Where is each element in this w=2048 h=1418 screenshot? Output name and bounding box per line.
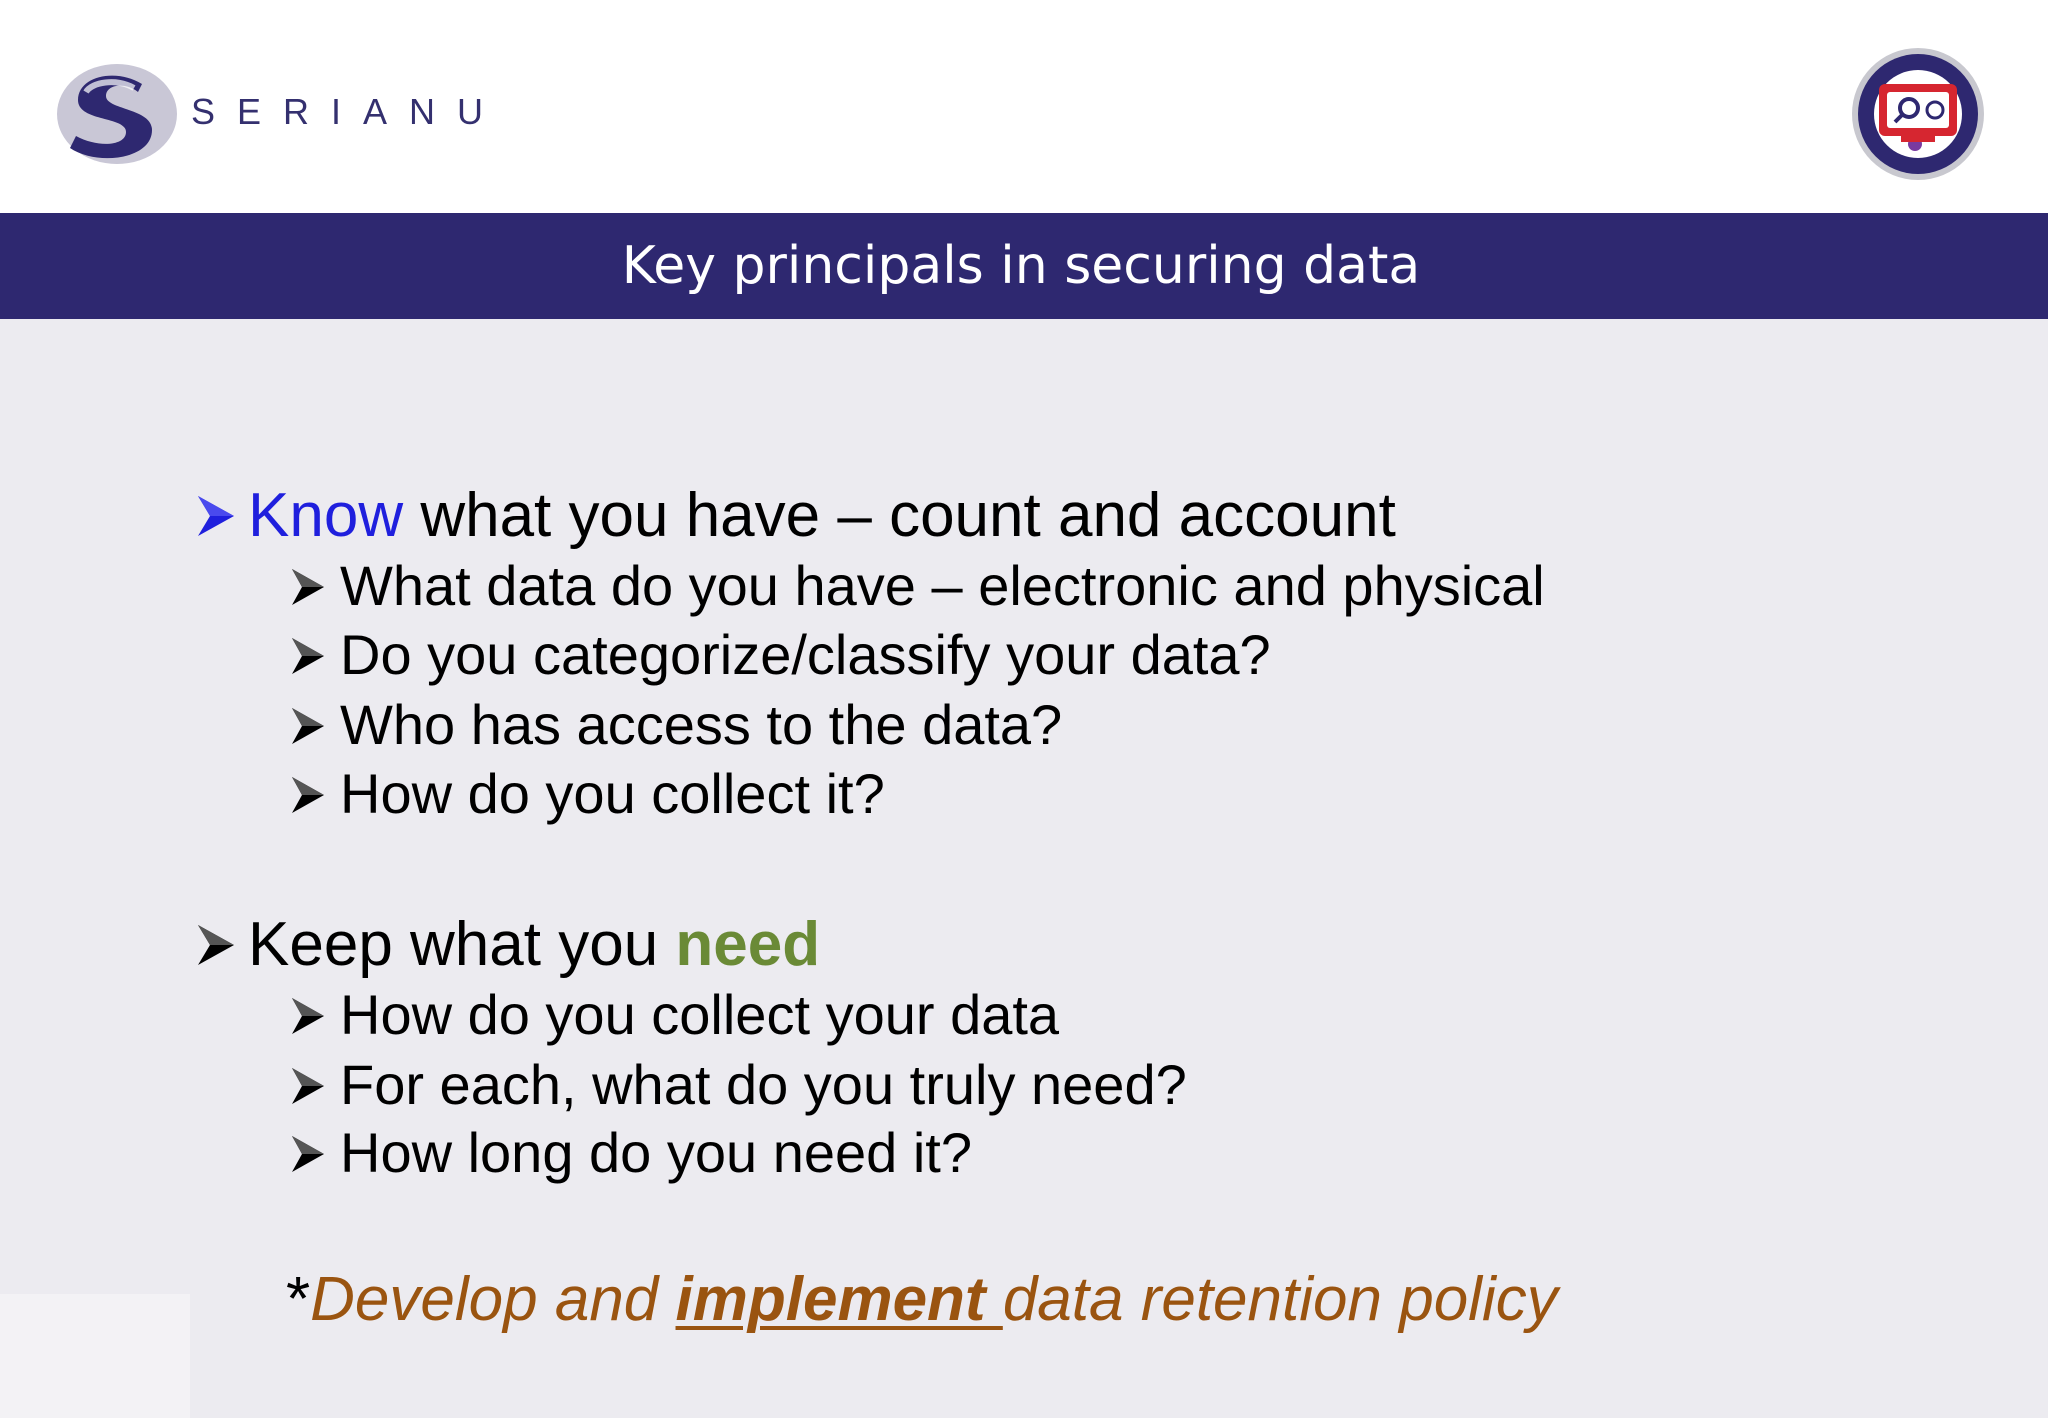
brand-name: SERIANU <box>191 91 506 132</box>
arrow-bullet-icon <box>290 1066 326 1106</box>
arrow-bullet-icon <box>290 636 326 676</box>
note-asterisk: * <box>286 1265 311 1334</box>
retention-policy-note <box>286 1264 1558 1336</box>
arrow-bullet-icon <box>290 1134 326 1174</box>
slide-body <box>0 319 2048 1418</box>
arrow-bullet-icon <box>290 775 326 815</box>
sub-bullet <box>290 1052 1187 1118</box>
serianu-logo-icon <box>56 62 178 166</box>
sub-bullet <box>290 622 1271 688</box>
note-emphasis: implement <box>675 1265 1003 1334</box>
note-text: Develop and <box>310 1265 676 1334</box>
sub-bullet-text: Do you categorize/classify your data? <box>340 623 1271 686</box>
sub-bullet-text: How do you collect it? <box>340 762 885 825</box>
arrow-bullet-icon <box>290 996 326 1036</box>
slide-header <box>0 0 2048 213</box>
arrow-bullet-icon <box>196 923 236 967</box>
arrow-bullet-icon <box>196 494 236 538</box>
bullet-keep <box>196 909 820 981</box>
bullet-text: Keep what you <box>248 910 676 979</box>
keyword-know: Know <box>248 481 404 550</box>
sub-bullet <box>290 692 1062 758</box>
sub-bullet-text: For each, what do you truly need? <box>340 1053 1187 1116</box>
sub-bullet-text: Who has access to the data? <box>340 693 1063 756</box>
sub-bullet-text: How long do you need it? <box>340 1121 972 1184</box>
slide-title: Key principals in securing data <box>621 236 1421 296</box>
bullet-text: what you have – count and account <box>403 481 1396 550</box>
sub-bullet <box>290 553 1545 619</box>
sub-bullet <box>290 1120 972 1186</box>
sub-bullet-text: How do you collect your data <box>340 983 1060 1046</box>
note-text: data retention policy <box>1002 1265 1558 1334</box>
arrow-bullet-icon <box>290 706 326 746</box>
title-bar <box>0 213 2048 319</box>
sub-bullet <box>290 982 1059 1048</box>
keyword-need: need <box>675 910 821 979</box>
command-centre-seal-icon <box>1843 44 1993 184</box>
sub-bullet-text: What data do you have – electronic and physical <box>340 554 1545 617</box>
sub-bullet <box>290 761 885 827</box>
arrow-bullet-icon <box>290 567 326 607</box>
bullet-know <box>196 480 1396 552</box>
